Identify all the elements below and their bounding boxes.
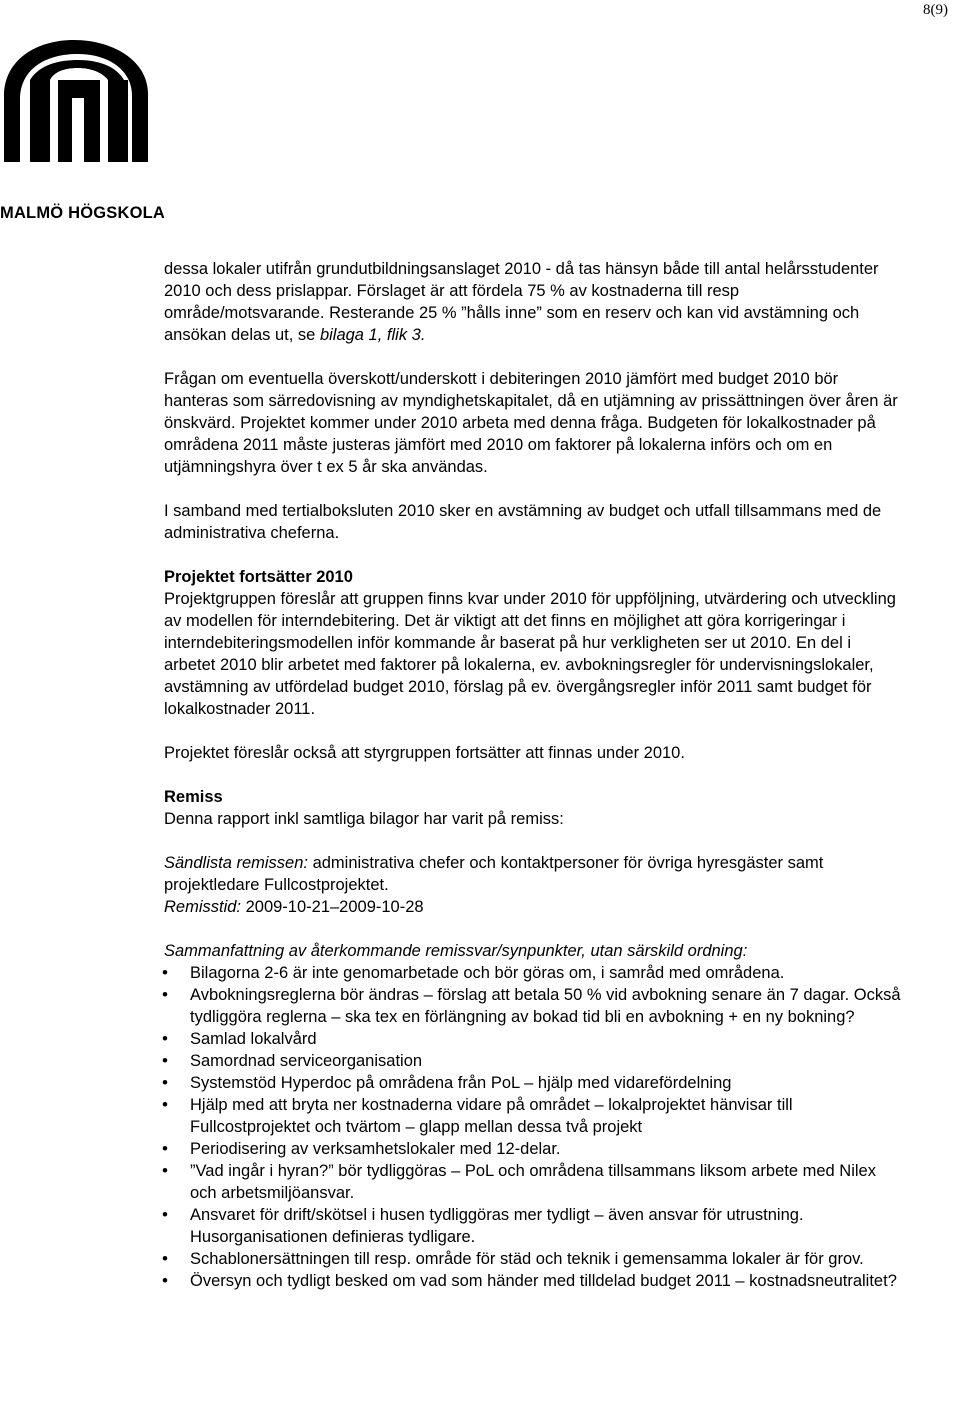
summary-heading-text: Sammanfattning av återkommande remissvar/synpunkter, utan särskild ordning: (164, 942, 748, 960)
summary-heading (164, 940, 904, 962)
list-item: • Samlad lokalvård (164, 1028, 904, 1050)
sandlista-text: administrativa chefer och kontaktpersoner för övriga hyresgäster samt projektledare Fullcostprojektet. (164, 854, 824, 894)
document-body (164, 258, 904, 1292)
section-heading-remiss: Remiss (164, 788, 223, 806)
paragraph-1-text: dessa lokaler utifrån grundutbildningsanslaget 2010 - då tas hänsyn både till antal helårsstudenter 2010 och dess prislappar. Förslaget är att fördela 75 % av kostnaderna till resp område/motsvarande. Resterande 25 % ”hålls inne” som en reserv och kan vid avstämning och ansökan delas ut, se (164, 260, 879, 344)
remisstid-text: 2009-10-21–2009-10-28 (241, 898, 424, 916)
list-item: • Hjälp med att bryta ner kostnaderna vidare på området – lokalprojektet hänvisar till Fullcostprojektet och tvärtom – glapp mellan dessa två projekt (164, 1094, 904, 1138)
sandlista (164, 852, 904, 896)
section-1-body: Projektgruppen föreslår att gruppen finns kvar under 2010 för uppföljning, utvärdering och utveckling av modellen för interndebitering. Det är viktigt att det finns en möjlighet att göra korrigeringar i interndebiteringsmodellen inför kommande år baserat på hur verkligheten ser ut 2010. En del i arbetet 2010 blir arbetet med faktorer på lokalerna, ev. avbokningsregler för undervisningslokaler, avstämning av utfördelad budget 2010, förslag på ev. övergångsregler inför 2011 samt budget för lokalkostnader 2011. (164, 590, 896, 718)
list-item: • Periodisering av verksamhetslokaler med 12-delar. (164, 1138, 904, 1160)
list-item: • Översyn och tydligt besked om vad som händer med tilldelad budget 2011 – kostnadsneutralitet? (164, 1270, 904, 1292)
list-item: • Schablonersättningen till resp. område för städ och teknik i gemensamma lokaler är för grov. (164, 1248, 904, 1270)
page-number: 8(9) (923, 2, 948, 18)
list-item: • Avbokningsreglerna bör ändras – förslag att betala 50 % vid avbokning senare än 7 dagar. Också tydliggöra reglerna – ska tex en förlängning av bokad tid bli en avbokning + en ny bokning? (164, 984, 904, 1028)
remisstid (164, 896, 904, 918)
sandlista-label: Sändlista remissen: (164, 854, 308, 872)
list-item: • Ansvaret för drift/skötsel i husen tydliggöras mer tydligt – även ansvar för utrustning. Husorganisationen definieras tydligare. (164, 1204, 904, 1248)
list-item: • Systemstöd Hyperdoc på områdena från PoL – hjälp med vidarefördelning (164, 1072, 904, 1094)
paragraph-1 (164, 258, 904, 346)
list-item: • Samordnad serviceorganisation (164, 1050, 904, 1072)
logo-text: MALMÖ HÖGSKOLA (0, 204, 166, 222)
paragraph-3: I samband med tertialboksluten 2010 sker en avstämning av budget och utfall tillsammans med de administrativa cheferna. (164, 502, 882, 542)
paragraph-2: Frågan om eventuella överskott/underskott i debiteringen 2010 jämfört med budget 2010 bör hanteras som särredovisning av myndighetskapitalet, då en utjämning av prissättningen över åren är önskvärd. Projektet kommer under 2010 arbeta med denna fråga. Budgeten för lokalkostnader på områdena 2011 måste justeras jämfört med 2010 om faktorer på lokalerna införs och om en utjämningshyra över t ex 5 år ska användas. (164, 370, 898, 476)
summary-list (164, 962, 904, 1292)
remiss-intro: Denna rapport inkl samtliga bilagor har varit på remiss: (164, 810, 564, 828)
paragraph-1-reference: bilaga 1, flik 3. (319, 326, 426, 344)
list-item: • ”Vad ingår i hyran?” bör tydliggöras – PoL och områdena tillsammans liksom arbete med Nilex och arbetsmiljöansvar. (164, 1160, 904, 1204)
malmo-hogskola-logo (0, 36, 166, 226)
list-item: • Bilagorna 2-6 är inte genomarbetade och bör göras om, i samråd med områdena. (164, 962, 904, 984)
logo-icon (0, 36, 166, 164)
section-heading-projektet: Projektet fortsätter 2010 (164, 568, 353, 586)
remisstid-label: Remisstid: (164, 898, 242, 916)
section-1-body-2: Projektet föreslår också att styrgruppen fortsätter att finnas under 2010. (164, 744, 685, 762)
